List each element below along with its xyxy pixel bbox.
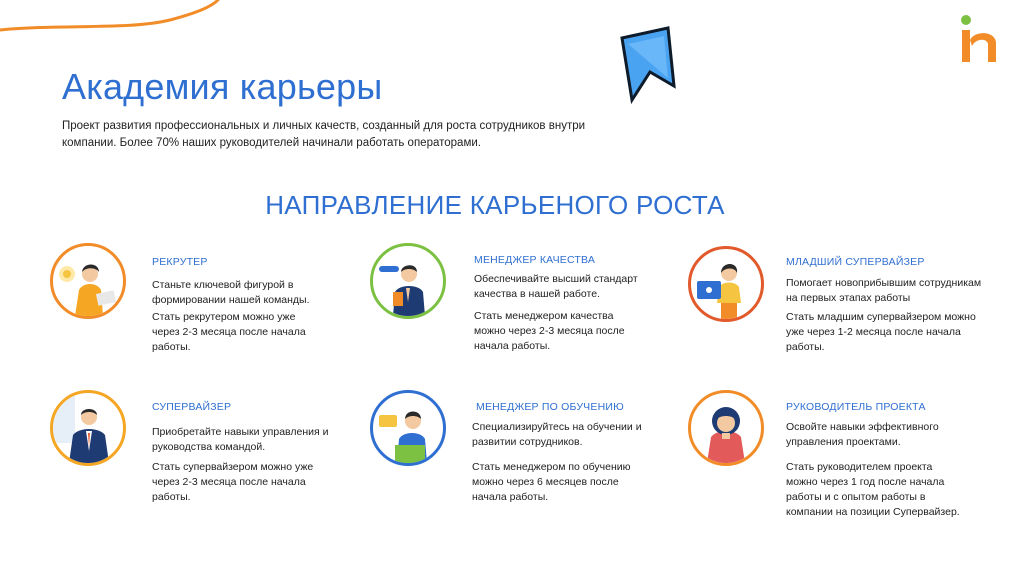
quality-manager-avatar xyxy=(370,243,446,319)
page-title: Академия карьеры xyxy=(62,66,383,107)
project-lead-avatar xyxy=(688,390,764,466)
role-description: Станьте ключевой фигурой в формировании нашей команды. xyxy=(152,279,310,306)
role-title: СУПЕРВАЙЗЕР xyxy=(152,401,232,413)
role-title: МЕНЕДЖЕР ПО ОБУЧЕНИЮ xyxy=(476,401,624,413)
role-description: Обеспечивайте высший стандарт качества в нашей работе. xyxy=(474,273,638,300)
project-lead-illustration-icon xyxy=(691,393,761,463)
role-path: Стать рекрутером можно уже через 2-3 месяца после начала работы. xyxy=(152,311,306,353)
quality-manager-illustration-icon xyxy=(373,246,443,316)
intro-text: Проект развития профессиональных и личных качеств, созданный для роста сотрудников внутри компании. Более 70% наших руководителей начинали работать операторами. xyxy=(62,120,586,149)
junior-supervisor-avatar xyxy=(688,246,764,322)
role-path: Стать супервайзером можно уже через 2-3 месяца после начала работы. xyxy=(152,461,314,503)
pixel-flag-icon xyxy=(614,26,686,104)
role-description: Приобретайте навыки управления и руководства командой. xyxy=(152,426,329,453)
supervisor-avatar xyxy=(50,390,126,466)
role-title: МЛАДШИЙ СУПЕРВАЙЗЕР xyxy=(786,256,925,268)
supervisor-illustration-icon xyxy=(53,393,123,463)
decorative-swoosh xyxy=(0,0,230,40)
role-title: РЕКРУТЕР xyxy=(152,256,208,268)
role-description: Освойте навыки эффективного управления проектами. xyxy=(786,421,939,448)
role-description: Помогает новоприбывшим сотрудникам на первых этапах работы xyxy=(786,277,982,304)
role-title: МЕНЕДЖЕР КАЧЕСТВА xyxy=(474,254,596,266)
junior-supervisor-illustration-icon xyxy=(691,249,761,319)
brand-logo-icon xyxy=(958,14,1002,66)
role-description: Специализируйтесь на обучении и развитии сотрудников. xyxy=(472,421,642,448)
training-manager-avatar xyxy=(370,390,446,466)
recruiter-avatar xyxy=(50,243,126,319)
training-manager-illustration-icon xyxy=(373,393,443,463)
section-title: НАПРАВЛЕНИЕ КАРЬЕНОГО РОСТА xyxy=(265,190,725,220)
role-path: Стать младшим супервайзером можно уже через 1-2 месяца после начала работы. xyxy=(786,311,976,353)
role-path: Стать менеджером по обучению можно через 6 месяцев после начала работы. xyxy=(472,461,631,503)
role-path: Стать менеджером качества можно через 2-3 месяца после начала работы. xyxy=(474,310,625,352)
role-path: Стать руководителем проекта можно через 1 год после начала работы и с опытом работы в компании на позиции Супервайзер. xyxy=(786,461,960,518)
role-title: РУКОВОДИТЕЛЬ ПРОЕКТА xyxy=(786,401,926,413)
recruiter-illustration-icon xyxy=(53,246,123,316)
